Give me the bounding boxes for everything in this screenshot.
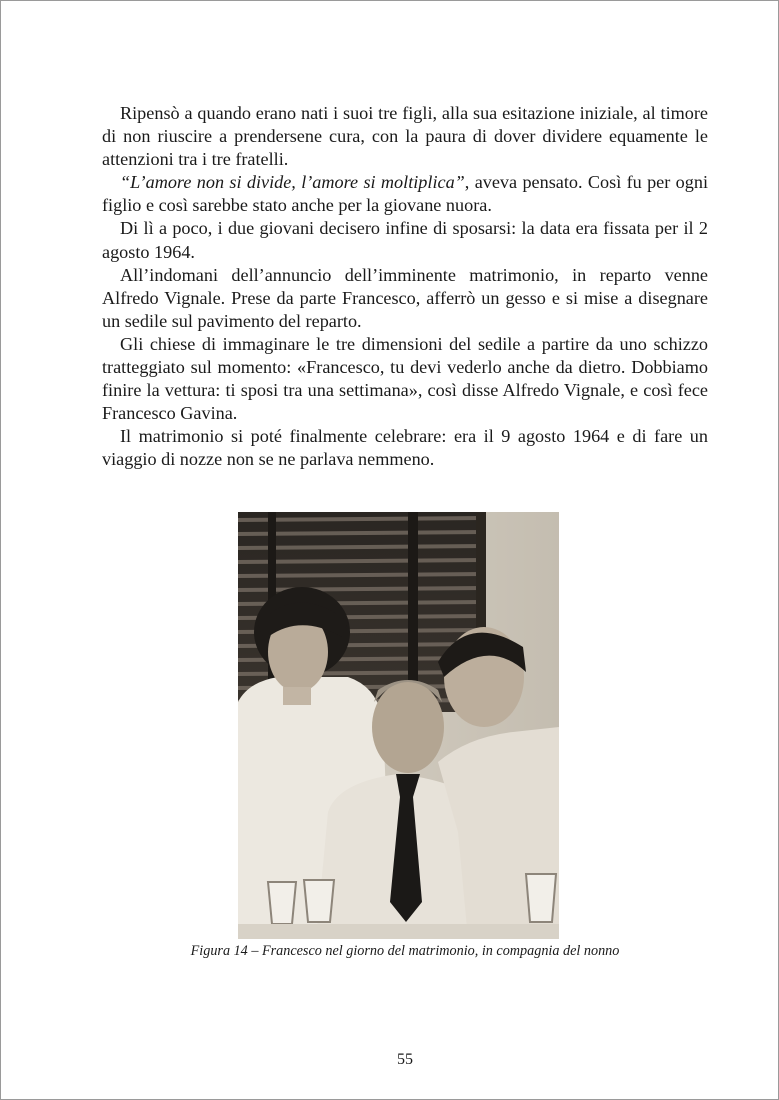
paragraph-2 <box>102 171 708 217</box>
paragraph-2-rest: , aveva pensato. Così fu per ogni figlio e così sarebbe stato anche per la giovane nuora. <box>102 172 708 216</box>
quote-text: “L’amore non si divide, l’amore si moltiplica” <box>120 172 465 193</box>
body-text <box>102 102 708 472</box>
figure-caption: Figura 14 – Francesco nel giorno del matrimonio, in compagnia del nonno <box>190 943 620 959</box>
paragraph-6: Il matrimonio si poté finalmente celebrare: era il 9 agosto 1964 e di fare un viaggio di nozze non se ne parlava nemmeno. <box>102 426 708 470</box>
wedding-photo <box>238 512 559 939</box>
paragraph-5: Gli chiese di immaginare le tre dimensioni del sedile a partire da uno schizzo tratteggiato sul momento: «Francesco, tu devi vederlo anche da dietro. Dobbiamo finire la vettura: ti sposi tra una settimana», così disse Alfredo Vignale, e così fece Francesco Gavina. <box>102 333 708 424</box>
paragraph-3: Di lì a poco, i due giovani decisero infine di sposarsi: la data era fissata per il 2 agosto 1964. <box>102 218 708 262</box>
paragraph-1: Ripensò a quando erano nati i suoi tre figli, alla sua esitazione iniziale, al timore di non riuscire a prendersene cura, con la paura di dover dividere equamente le attenzioni tra i tre fratelli. <box>102 103 708 170</box>
page-number: 55 <box>397 1051 413 1068</box>
paragraph-4: All’indomani dell’annuncio dell’imminente matrimonio, in reparto venne Alfredo Vignale. Prese da parte Francesco, afferrò un gesso e si mise a disegnare un sedile sul pavimento del reparto. <box>102 264 708 331</box>
